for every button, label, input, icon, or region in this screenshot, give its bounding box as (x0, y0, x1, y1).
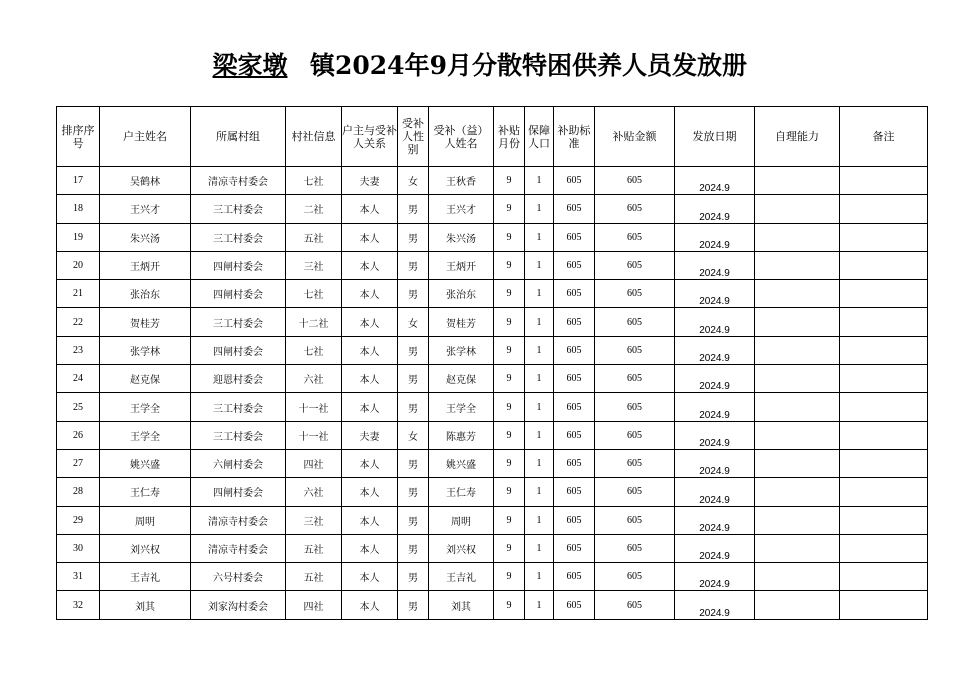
cell-village-info: 七社 (286, 167, 342, 195)
cell-gender: 女 (398, 308, 429, 336)
cell-self-care (755, 223, 840, 251)
cell-village-info: 六社 (286, 478, 342, 506)
cell-month: 9 (494, 534, 525, 562)
cell-village: 四闸村委会 (191, 336, 286, 364)
cell-standard: 605 (554, 223, 595, 251)
cell-remarks (840, 591, 928, 619)
header-month: 补贴月份 (494, 107, 525, 167)
cell-beneficiary: 周明 (429, 506, 494, 534)
cell-relation: 夫妻 (342, 421, 398, 449)
cell-amount: 605 (595, 336, 675, 364)
cell-village-info: 三社 (286, 506, 342, 534)
cell-relation: 本人 (342, 449, 398, 477)
cell-beneficiary: 贺桂芳 (429, 308, 494, 336)
table-row (57, 478, 928, 506)
cell-covered: 1 (525, 449, 554, 477)
table-row (57, 393, 928, 421)
cell-beneficiary: 王仁寿 (429, 478, 494, 506)
header-seq: 排序序号 (57, 107, 100, 167)
cell-relation: 本人 (342, 506, 398, 534)
cell-relation: 本人 (342, 280, 398, 308)
cell-householder: 姚兴盛 (100, 449, 191, 477)
cell-gender: 男 (398, 251, 429, 279)
cell-remarks (840, 251, 928, 279)
cell-amount: 605 (595, 478, 675, 506)
cell-standard: 605 (554, 393, 595, 421)
cell-gender: 男 (398, 336, 429, 364)
cell-village-info: 六社 (286, 365, 342, 393)
cell-householder: 赵克保 (100, 365, 191, 393)
cell-gender: 男 (398, 280, 429, 308)
cell-self-care (755, 506, 840, 534)
cell-gender: 男 (398, 478, 429, 506)
cell-beneficiary: 张学林 (429, 336, 494, 364)
cell-month: 9 (494, 563, 525, 591)
header-self-care: 自理能力 (755, 107, 840, 167)
cell-standard: 605 (554, 251, 595, 279)
cell-amount: 605 (595, 591, 675, 619)
cell-relation: 本人 (342, 591, 398, 619)
header-standard: 补助标准 (554, 107, 595, 167)
cell-remarks (840, 506, 928, 534)
cell-remarks (840, 223, 928, 251)
cell-standard: 605 (554, 195, 595, 223)
cell-self-care (755, 478, 840, 506)
cell-householder: 王仁寿 (100, 478, 191, 506)
cell-relation: 本人 (342, 534, 398, 562)
cell-month: 9 (494, 365, 525, 393)
table-row (57, 223, 928, 251)
cell-village: 三工村委会 (191, 195, 286, 223)
title-town: 梁家墩 (212, 51, 288, 80)
cell-date: 2024.9 (675, 223, 755, 251)
cell-remarks (840, 563, 928, 591)
cell-month: 9 (494, 393, 525, 421)
table-row (57, 336, 928, 364)
cell-householder: 王学全 (100, 393, 191, 421)
cell-covered: 1 (525, 365, 554, 393)
cell-village: 六闸村委会 (191, 449, 286, 477)
cell-householder: 王兴才 (100, 195, 191, 223)
table-row (57, 421, 928, 449)
cell-relation: 夫妻 (342, 167, 398, 195)
cell-village-info: 七社 (286, 280, 342, 308)
cell-covered: 1 (525, 251, 554, 279)
cell-covered: 1 (525, 591, 554, 619)
cell-self-care (755, 421, 840, 449)
cell-beneficiary: 王吉礼 (429, 563, 494, 591)
cell-date: 2024.9 (675, 591, 755, 619)
cell-date: 2024.9 (675, 421, 755, 449)
cell-village: 清凉寺村委会 (191, 167, 286, 195)
cell-beneficiary: 王炳开 (429, 251, 494, 279)
cell-self-care (755, 591, 840, 619)
cell-seq: 28 (57, 478, 100, 506)
cell-village-info: 七社 (286, 336, 342, 364)
cell-relation: 本人 (342, 251, 398, 279)
cell-gender: 男 (398, 563, 429, 591)
cell-remarks (840, 478, 928, 506)
cell-remarks (840, 167, 928, 195)
cell-householder: 贺桂芳 (100, 308, 191, 336)
cell-seq: 30 (57, 534, 100, 562)
table-row (57, 591, 928, 619)
cell-month: 9 (494, 336, 525, 364)
table-row (57, 167, 928, 195)
cell-covered: 1 (525, 506, 554, 534)
cell-village-info: 三社 (286, 251, 342, 279)
cell-self-care (755, 195, 840, 223)
cell-beneficiary: 赵克保 (429, 365, 494, 393)
cell-householder: 朱兴汤 (100, 223, 191, 251)
cell-beneficiary: 王兴才 (429, 195, 494, 223)
cell-date: 2024.9 (675, 167, 755, 195)
cell-covered: 1 (525, 280, 554, 308)
cell-self-care (755, 534, 840, 562)
cell-relation: 本人 (342, 223, 398, 251)
cell-village-info: 十二社 (286, 308, 342, 336)
cell-self-care (755, 365, 840, 393)
cell-amount: 605 (595, 195, 675, 223)
cell-standard: 605 (554, 449, 595, 477)
cell-village: 三工村委会 (191, 421, 286, 449)
cell-village-info: 十一社 (286, 421, 342, 449)
cell-month: 9 (494, 251, 525, 279)
cell-standard: 605 (554, 365, 595, 393)
cell-date: 2024.9 (675, 478, 755, 506)
cell-standard: 605 (554, 167, 595, 195)
cell-village: 六号村委会 (191, 563, 286, 591)
cell-amount: 605 (595, 308, 675, 336)
cell-remarks (840, 336, 928, 364)
table-body (57, 167, 928, 620)
header-remarks: 备注 (840, 107, 928, 167)
table-row (57, 534, 928, 562)
cell-village: 四闸村委会 (191, 478, 286, 506)
cell-remarks (840, 421, 928, 449)
cell-relation: 本人 (342, 478, 398, 506)
table-row (57, 308, 928, 336)
cell-amount: 605 (595, 449, 675, 477)
cell-amount: 605 (595, 223, 675, 251)
cell-gender: 男 (398, 223, 429, 251)
cell-gender: 男 (398, 449, 429, 477)
cell-standard: 605 (554, 308, 595, 336)
header-householder: 户主姓名 (100, 107, 191, 167)
cell-remarks (840, 393, 928, 421)
header-covered: 保障人口 (525, 107, 554, 167)
cell-covered: 1 (525, 563, 554, 591)
cell-date: 2024.9 (675, 534, 755, 562)
cell-date: 2024.9 (675, 308, 755, 336)
cell-village: 四闸村委会 (191, 251, 286, 279)
table-row (57, 280, 928, 308)
cell-beneficiary: 刘兴权 (429, 534, 494, 562)
cell-standard: 605 (554, 506, 595, 534)
cell-amount: 605 (595, 421, 675, 449)
cell-month: 9 (494, 223, 525, 251)
cell-self-care (755, 336, 840, 364)
cell-beneficiary: 姚兴盛 (429, 449, 494, 477)
cell-covered: 1 (525, 223, 554, 251)
cell-self-care (755, 449, 840, 477)
cell-village-info: 二社 (286, 195, 342, 223)
cell-covered: 1 (525, 336, 554, 364)
cell-village-info: 十一社 (286, 393, 342, 421)
cell-month: 9 (494, 591, 525, 619)
cell-covered: 1 (525, 478, 554, 506)
cell-village: 三工村委会 (191, 393, 286, 421)
cell-gender: 男 (398, 195, 429, 223)
cell-village-info: 四社 (286, 449, 342, 477)
cell-month: 9 (494, 280, 525, 308)
cell-date: 2024.9 (675, 393, 755, 421)
cell-amount: 605 (595, 563, 675, 591)
table-row (57, 365, 928, 393)
header-village-info: 村社信息 (286, 107, 342, 167)
cell-village: 四闸村委会 (191, 280, 286, 308)
cell-self-care (755, 280, 840, 308)
cell-householder: 王吉礼 (100, 563, 191, 591)
cell-householder: 王炳开 (100, 251, 191, 279)
cell-seq: 32 (57, 591, 100, 619)
cell-amount: 605 (595, 393, 675, 421)
header-amount: 补贴金额 (595, 107, 675, 167)
cell-beneficiary: 王学全 (429, 393, 494, 421)
cell-remarks (840, 280, 928, 308)
cell-seq: 24 (57, 365, 100, 393)
cell-householder: 张治东 (100, 280, 191, 308)
cell-covered: 1 (525, 534, 554, 562)
cell-standard: 605 (554, 280, 595, 308)
cell-standard: 605 (554, 591, 595, 619)
cell-amount: 605 (595, 280, 675, 308)
cell-date: 2024.9 (675, 449, 755, 477)
cell-month: 9 (494, 506, 525, 534)
table-row (57, 449, 928, 477)
cell-village: 三工村委会 (191, 223, 286, 251)
cell-self-care (755, 167, 840, 195)
cell-gender: 男 (398, 365, 429, 393)
cell-seq: 18 (57, 195, 100, 223)
cell-seq: 17 (57, 167, 100, 195)
cell-remarks (840, 365, 928, 393)
cell-seq: 26 (57, 421, 100, 449)
table-row (57, 563, 928, 591)
cell-gender: 男 (398, 393, 429, 421)
cell-seq: 22 (57, 308, 100, 336)
cell-remarks (840, 195, 928, 223)
cell-beneficiary: 王秋香 (429, 167, 494, 195)
cell-amount: 605 (595, 534, 675, 562)
cell-covered: 1 (525, 421, 554, 449)
cell-month: 9 (494, 167, 525, 195)
cell-month: 9 (494, 449, 525, 477)
cell-relation: 本人 (342, 308, 398, 336)
cell-householder: 刘兴权 (100, 534, 191, 562)
cell-gender: 男 (398, 506, 429, 534)
cell-seq: 31 (57, 563, 100, 591)
cell-seq: 25 (57, 393, 100, 421)
cell-date: 2024.9 (675, 506, 755, 534)
cell-month: 9 (494, 195, 525, 223)
cell-beneficiary: 刘其 (429, 591, 494, 619)
cell-remarks (840, 308, 928, 336)
table-row (57, 195, 928, 223)
title-text: 镇2024年9月分散特困供养人员发放册 (310, 51, 747, 80)
cell-relation: 本人 (342, 336, 398, 364)
cell-seq: 29 (57, 506, 100, 534)
cell-beneficiary: 陈惠芳 (429, 421, 494, 449)
cell-gender: 男 (398, 534, 429, 562)
cell-village: 三工村委会 (191, 308, 286, 336)
cell-covered: 1 (525, 167, 554, 195)
cell-householder: 刘其 (100, 591, 191, 619)
cell-covered: 1 (525, 393, 554, 421)
header-relation: 户主与受补人关系 (342, 107, 398, 167)
header-gender: 受补人性别 (398, 107, 429, 167)
cell-relation: 本人 (342, 393, 398, 421)
cell-amount: 605 (595, 365, 675, 393)
table-row (57, 251, 928, 279)
cell-amount: 605 (595, 506, 675, 534)
table-row (57, 506, 928, 534)
cell-village-info: 五社 (286, 223, 342, 251)
cell-seq: 21 (57, 280, 100, 308)
cell-self-care (755, 563, 840, 591)
cell-date: 2024.9 (675, 280, 755, 308)
cell-date: 2024.9 (675, 365, 755, 393)
cell-standard: 605 (554, 478, 595, 506)
cell-seq: 23 (57, 336, 100, 364)
cell-self-care (755, 393, 840, 421)
cell-month: 9 (494, 308, 525, 336)
cell-relation: 本人 (342, 365, 398, 393)
cell-amount: 605 (595, 251, 675, 279)
cell-relation: 本人 (342, 563, 398, 591)
cell-date: 2024.9 (675, 195, 755, 223)
header-beneficiary: 受补（益）人姓名 (429, 107, 494, 167)
cell-self-care (755, 251, 840, 279)
cell-date: 2024.9 (675, 251, 755, 279)
cell-relation: 本人 (342, 195, 398, 223)
cell-standard: 605 (554, 534, 595, 562)
cell-remarks (840, 534, 928, 562)
cell-householder: 吴鹤林 (100, 167, 191, 195)
header-date: 发放日期 (675, 107, 755, 167)
cell-covered: 1 (525, 308, 554, 336)
cell-seq: 20 (57, 251, 100, 279)
cell-seq: 19 (57, 223, 100, 251)
cell-beneficiary: 张治东 (429, 280, 494, 308)
cell-beneficiary: 朱兴汤 (429, 223, 494, 251)
header-row (57, 107, 928, 167)
cell-village: 刘家沟村委会 (191, 591, 286, 619)
header-village: 所属村组 (191, 107, 286, 167)
cell-date: 2024.9 (675, 336, 755, 364)
cell-householder: 王学全 (100, 421, 191, 449)
cell-standard: 605 (554, 336, 595, 364)
cell-village-info: 五社 (286, 563, 342, 591)
page-title (190, 48, 790, 84)
cell-householder: 周明 (100, 506, 191, 534)
cell-date: 2024.9 (675, 563, 755, 591)
cell-remarks (840, 449, 928, 477)
distribution-table (56, 106, 928, 620)
cell-gender: 女 (398, 421, 429, 449)
cell-village: 清凉寺村委会 (191, 506, 286, 534)
cell-amount: 605 (595, 167, 675, 195)
cell-month: 9 (494, 421, 525, 449)
cell-gender: 男 (398, 591, 429, 619)
cell-householder: 张学林 (100, 336, 191, 364)
cell-covered: 1 (525, 195, 554, 223)
cell-standard: 605 (554, 563, 595, 591)
cell-seq: 27 (57, 449, 100, 477)
cell-village: 迎恩村委会 (191, 365, 286, 393)
cell-self-care (755, 308, 840, 336)
cell-standard: 605 (554, 421, 595, 449)
cell-village-info: 四社 (286, 591, 342, 619)
cell-gender: 女 (398, 167, 429, 195)
cell-village: 清凉寺村委会 (191, 534, 286, 562)
cell-village-info: 五社 (286, 534, 342, 562)
cell-month: 9 (494, 478, 525, 506)
